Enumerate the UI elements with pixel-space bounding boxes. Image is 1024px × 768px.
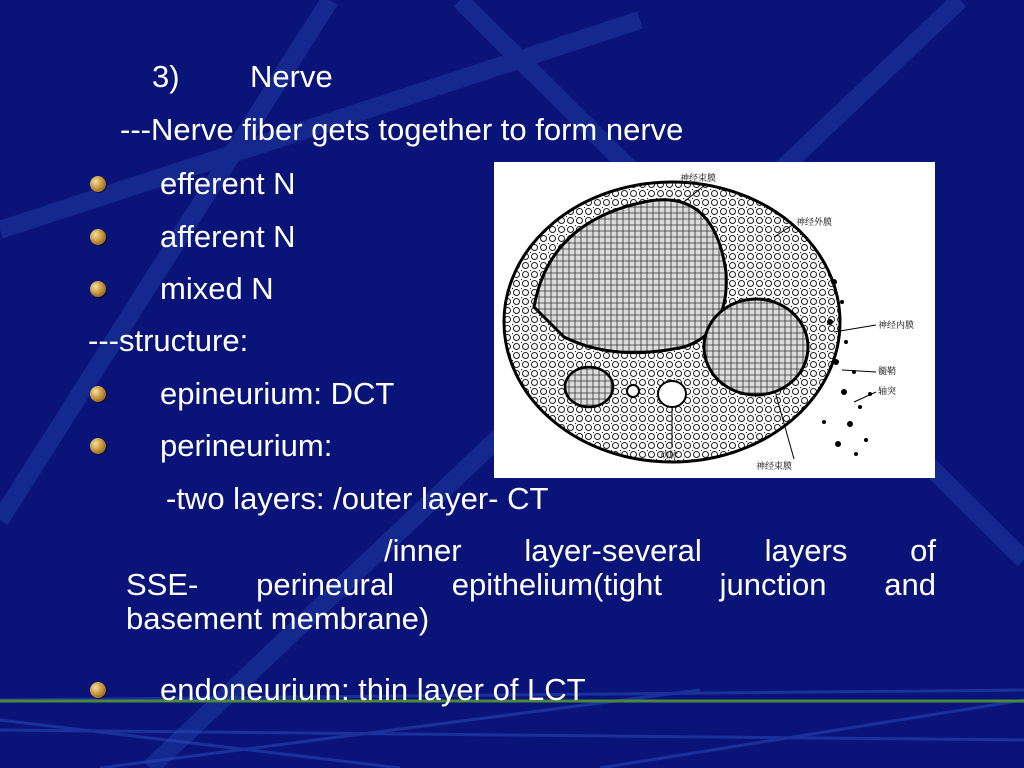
type-mixed: mixed N: [160, 271, 274, 306]
endoneurium-text: endoneurium: thin layer of LCT: [160, 672, 586, 707]
type-efferent: efferent N: [160, 166, 296, 201]
label-perineurium-top: 神经束膜: [680, 174, 717, 184]
label-endoneurium: 神经内膜: [878, 321, 915, 331]
two-layers-text: -two layers: /outer layer- CT: [166, 481, 549, 516]
perineurium-text: perineurium:: [160, 428, 333, 463]
nerve-cross-section-figure: [494, 162, 935, 478]
bullet-icon: [90, 176, 106, 192]
label-artery: 动脉: [660, 451, 679, 461]
inner-layer-line3: basement membrane): [126, 601, 430, 636]
bullet-icon: [90, 281, 106, 297]
intro-line: ---Nerve fiber gets together to form nerve: [120, 112, 684, 147]
label-myelin: 髓鞘: [878, 367, 897, 377]
inner-layer-line1: /inner layer-several layers of: [384, 533, 936, 568]
type-afferent: afferent N: [160, 219, 296, 254]
label-axon: 轴突: [878, 387, 897, 397]
inner-layer-paragraph: [126, 534, 936, 636]
nerve-diagram-drawing: [494, 162, 935, 478]
bullet-icon: [90, 386, 106, 402]
label-epineurium: 神经外膜: [796, 218, 833, 228]
bullet-icon: [90, 229, 106, 245]
structure-label: ---structure:: [88, 323, 249, 358]
epineurium-text: epineurium: DCT: [160, 376, 395, 411]
heading-number: 3): [152, 59, 180, 94]
heading-title: Nerve: [250, 59, 333, 94]
label-perineurium-bottom: 神经束膜: [756, 462, 793, 472]
inner-layer-line2: SSE- perineural epithelium(tight junction and: [126, 567, 936, 602]
bullet-icon: [90, 438, 106, 454]
bullet-icon: [90, 682, 106, 698]
